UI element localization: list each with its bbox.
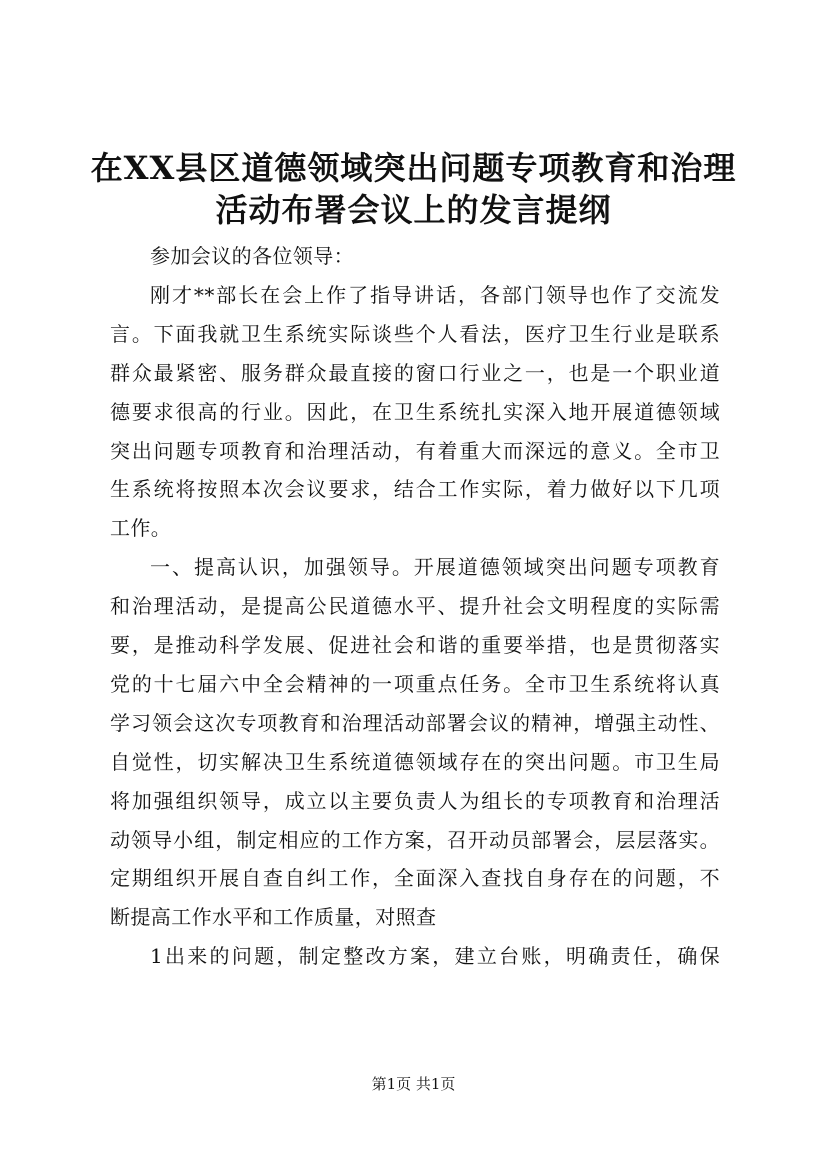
body-text-line: 自觉性，切实解决卫生系统道德领域存在的突出问题。市卫生局 bbox=[110, 750, 720, 774]
body-text-line: 和治理活动，是提高公民道德水平、提升社会文明程度的实际需 bbox=[110, 594, 720, 618]
body-text-line: 1出来的问题，制定整改方案，建立台账，明确责任，确保 bbox=[150, 944, 720, 968]
document-title-line-1: 在XX县区道德领域突出问题专项教育和治理 bbox=[90, 149, 737, 187]
body-text-line: 群众最紧密、服务群众最直接的窗口行业之一，也是一个职业道 bbox=[110, 361, 720, 385]
body-text-line: 参加会议的各位领导： bbox=[150, 244, 354, 268]
body-text-line: 定期组织开展自查自纠工作，全面深入查找自身存在的问题，不 bbox=[110, 866, 720, 890]
body-text-line: 工作。 bbox=[110, 516, 172, 540]
body-text-line: 动领导小组，制定相应的工作方案，召开动员部署会，层层落实。 bbox=[110, 828, 720, 852]
body-text-line: 学习领会这次专项教育和治理活动部署会议的精神，增强主动性、 bbox=[110, 711, 720, 735]
body-text-line: 要，是推动科学发展、促进社会和谐的重要举措，也是贯彻落实 bbox=[110, 633, 720, 657]
body-text-line: 一、提高认识，加强领导。开展道德领域突出问题专项教育 bbox=[150, 555, 720, 579]
body-text-line: 生系统将按照本次会议要求，结合工作实际，着力做好以下几项 bbox=[110, 477, 720, 501]
document-title-line-2: 活动布署会议上的发言提纲 bbox=[215, 191, 612, 229]
page-footer: 第1页 共1页 bbox=[371, 1075, 456, 1093]
body-text-line: 将加强组织领导，成立以主要负责人为组长的专项教育和治理活 bbox=[110, 789, 720, 813]
body-text-line: 刚才**部长在会上作了指导讲话，各部门领导也作了交流发 bbox=[150, 283, 720, 307]
body-text-line: 突出问题专项教育和治理活动，有着重大而深远的意义。全市卫 bbox=[110, 439, 720, 463]
body-text-line: 言。下面我就卫生系统实际谈些个人看法，医疗卫生行业是联系 bbox=[110, 322, 720, 346]
body-text-line: 德要求很高的行业。因此，在卫生系统扎实深入地开展道德领域 bbox=[110, 400, 720, 424]
body-text-line: 党的十七届六中全会精神的一项重点任务。全市卫生系统将认真 bbox=[110, 672, 720, 696]
body-text-line: 断提高工作水平和工作质量，对照查 bbox=[110, 905, 437, 929]
